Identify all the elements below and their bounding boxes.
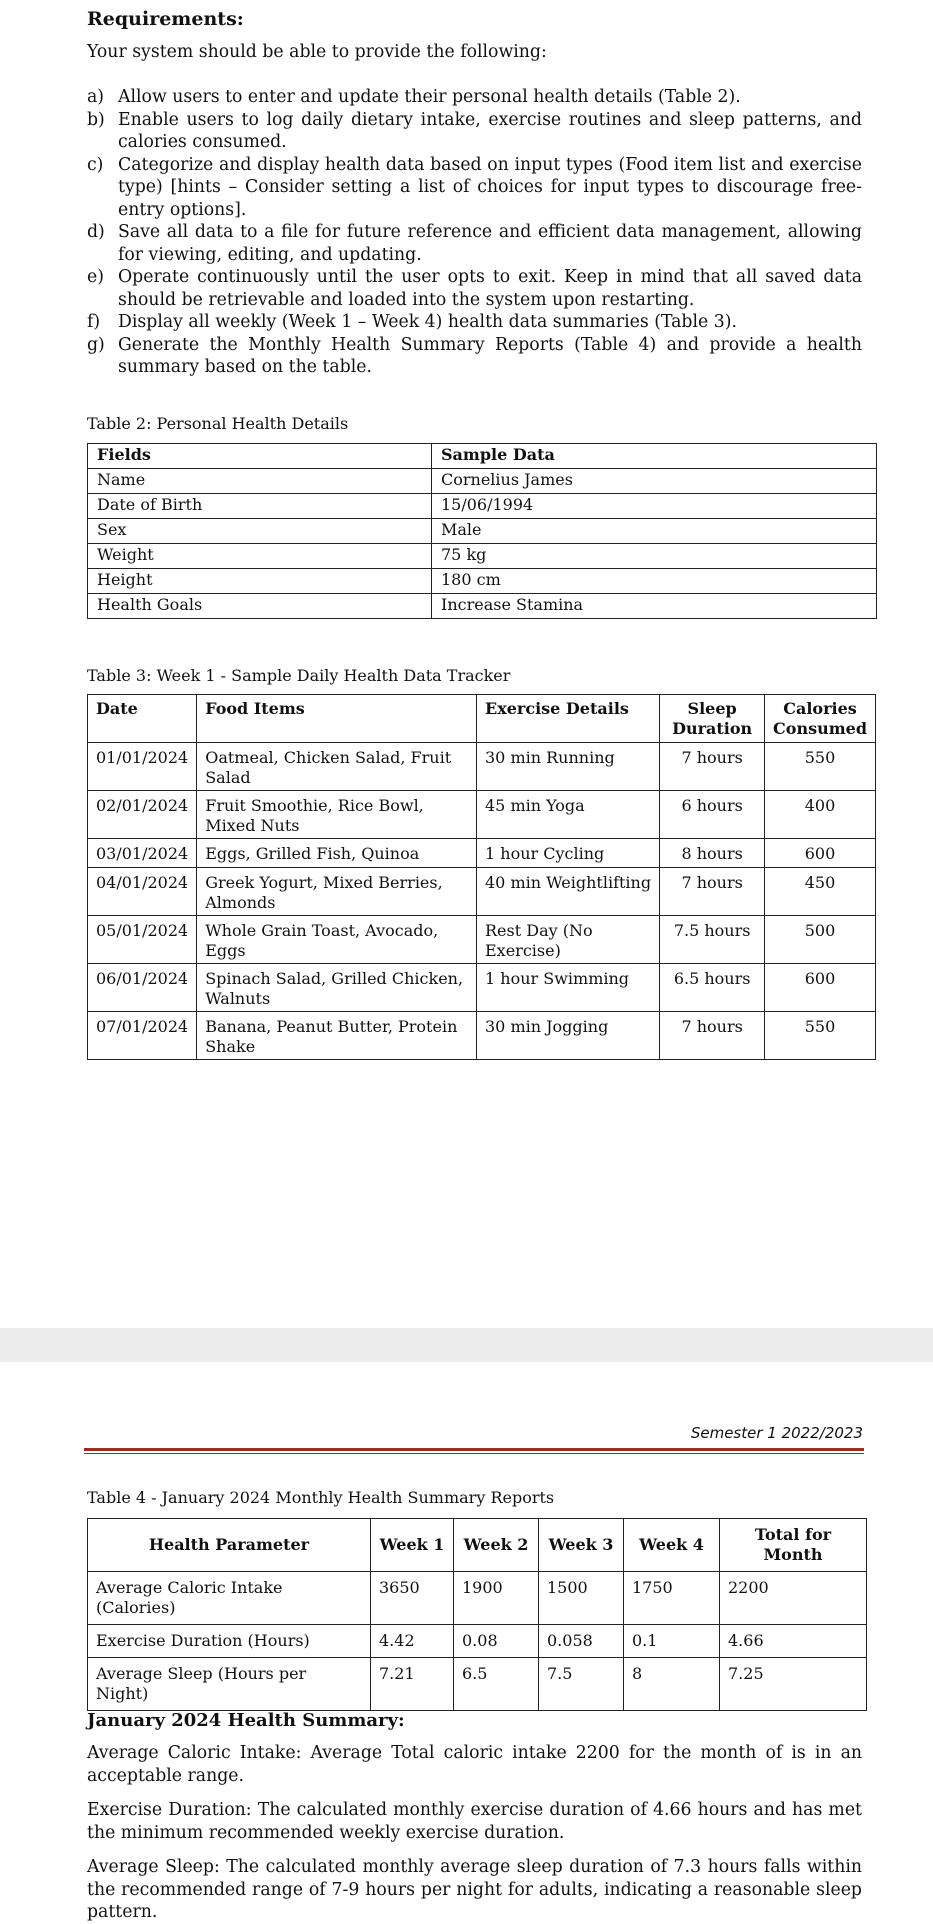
table-cell: Whole Grain Toast, Avocado, Eggs [197,916,477,964]
table-row [88,1572,867,1625]
table-cell: 04/01/2024 [88,868,197,916]
table-cell: Eggs, Grilled Fish, Quinoa [197,839,477,868]
table-cell: 06/01/2024 [88,964,197,1012]
table-cell: 1 hour Swimming [477,964,660,1012]
requirements-intro: Your system should be able to provide the following: [87,42,547,62]
daily-health-tracker-table [87,694,876,1060]
page-separator [0,1328,933,1362]
table-cell: 7 hours [660,868,765,916]
table-cell: 03/01/2024 [88,839,197,868]
table-cell: Fruit Smoothie, Rice Bowl, Mixed Nuts [197,791,477,839]
table-cell: 4.66 [720,1625,867,1658]
monthly-summary-table [87,1518,867,1711]
table4-caption: Table 4 - January 2024 Monthly Health Summary Reports [87,1488,555,1507]
table-cell: 0.058 [539,1625,624,1658]
table-cell: Health Goals [88,594,432,619]
table-cell: Increase Stamina [432,594,877,619]
table-cell: 8 hours [660,839,765,868]
table-cell: 550 [765,743,876,791]
table-cell: Weight [88,544,432,569]
table-header-row [88,444,877,469]
personal-health-details-table [87,443,877,619]
table-cell: 0.1 [624,1625,720,1658]
table-header-row [88,695,876,743]
table-cell: Average Caloric Intake (Calories) [88,1572,371,1625]
table-cell: 2200 [720,1572,867,1625]
header-rule-thin [84,1453,864,1454]
table-cell: Spinach Salad, Grilled Chicken, Walnuts [197,964,477,1012]
table-header-cell: Calories Consumed [765,695,876,743]
table2-caption: Table 2: Personal Health Details [87,414,349,433]
table-header-cell: Date [88,695,197,743]
table-cell: 01/01/2024 [88,743,197,791]
list-item: c) Categorize and display health data based on input types (Food item list and exercise type) [hints – Consider setting a list of choices for input types to discourage free-entry options]. [87,154,862,220]
table-header-cell: Food Items [197,695,477,743]
table-row [88,569,877,594]
table-cell: 500 [765,916,876,964]
table-cell: 7.5 [539,1658,624,1711]
table-cell: Exercise Duration (Hours) [88,1625,371,1658]
table-cell: 7 hours [660,743,765,791]
list-item: b) Enable users to log daily dietary intake, exercise routines and sleep patterns, and calories consumed. [87,109,862,152]
table-cell: 550 [765,1012,876,1060]
list-item: d) Save all data to a file for future reference and efficient data management, allowing for viewing, editing, and updating. [87,222,862,265]
table-cell: Date of Birth [88,494,432,519]
document-page-2 [0,1362,933,1920]
table-cell: 15/06/1994 [432,494,877,519]
requirements-heading: Requirements: [87,8,244,30]
table-header-cell: Health Parameter [88,1519,371,1572]
summary-heading: January 2024 Health Summary: [87,1710,405,1731]
table3-caption: Table 3: Week 1 - Sample Daily Health Data Tracker [87,666,511,685]
table-cell: 45 min Yoga [477,791,660,839]
table-cell: Male [432,519,877,544]
table-header-cell: Exercise Details [477,695,660,743]
table-cell: Name [88,469,432,494]
header-rule [84,1448,864,1451]
table-row [88,964,876,1012]
table-cell: 600 [765,964,876,1012]
table-cell: 02/01/2024 [88,791,197,839]
table-cell: 450 [765,868,876,916]
table-row [88,594,877,619]
table-cell: Cornelius James [432,469,877,494]
table-cell: 600 [765,839,876,868]
table-cell: 3650 [371,1572,454,1625]
table-cell: 400 [765,791,876,839]
list-item: a) Allow users to enter and update their personal health details (Table 2). [87,87,741,107]
table-cell: Average Sleep (Hours per Night) [88,1658,371,1711]
table-cell: 8 [624,1658,720,1711]
table-cell: Banana, Peanut Butter, Protein Shake [197,1012,477,1060]
table-row [88,916,876,964]
list-item: g) Generate the Monthly Health Summary Reports (Table 4) and provide a health summary based on the table. [87,334,862,377]
table-cell: Greek Yogurt, Mixed Berries, Almonds [197,868,477,916]
table-cell: Sex [88,519,432,544]
summary-paragraph: Average Sleep: The calculated monthly average sleep duration of 7.3 hours falls within the recommended range of 7-9 hours per night for adults, indicating a reasonable sleep pattern. [87,1857,862,1922]
table-header-cell: Week 1 [371,1519,454,1572]
table-cell: 0.08 [454,1625,539,1658]
table-cell: 05/01/2024 [88,916,197,964]
summary-paragraph: Average Caloric Intake: Average Total caloric intake 2200 for the month of is in an acceptable range. [87,1743,862,1786]
table-cell: 07/01/2024 [88,1012,197,1060]
table-cell: 30 min Jogging [477,1012,660,1060]
table-row [88,791,876,839]
table-header-cell: Week 3 [539,1519,624,1572]
requirements-list [87,86,862,379]
table-row [88,469,877,494]
table-row [88,1012,876,1060]
table-header-cell: Sample Data [432,444,877,469]
table-cell: 4.42 [371,1625,454,1658]
table-header-cell: Week 4 [624,1519,720,1572]
list-item: f) Display all weekly (Week 1 – Week 4) health data summaries (Table 3). [87,312,737,332]
table-row [88,494,877,519]
table-row [88,839,876,868]
table-cell: Rest Day (No Exercise) [477,916,660,964]
table-cell: 180 cm [432,569,877,594]
table-header-cell: Sleep Duration [660,695,765,743]
table-cell: 1750 [624,1572,720,1625]
summary-paragraph: Exercise Duration: The calculated monthly exercise duration of 4.66 hours and has met the minimum recommended weekly exercise duration. [87,1800,862,1843]
table-cell: 7.5 hours [660,916,765,964]
table-row [88,743,876,791]
table-cell: 30 min Running [477,743,660,791]
table-cell: 1 hour Cycling [477,839,660,868]
table-row [88,544,877,569]
table-cell: 40 min Weightlifting [477,868,660,916]
table-row [88,519,877,544]
table-cell: 1500 [539,1572,624,1625]
table-header-cell: Fields [88,444,432,469]
table-row [88,1658,867,1711]
table-cell: 7.25 [720,1658,867,1711]
semester-label: Semester 1 2022/2023 [690,1424,863,1442]
table-row [88,868,876,916]
table-cell: 7 hours [660,1012,765,1060]
table-cell: Oatmeal, Chicken Salad, Fruit Salad [197,743,477,791]
table-cell: 6.5 hours [660,964,765,1012]
table-cell: Height [88,569,432,594]
table-row [88,1625,867,1658]
table-cell: 6.5 [454,1658,539,1711]
table-cell: 7.21 [371,1658,454,1711]
table-header-cell: Week 2 [454,1519,539,1572]
list-item: e) Operate continuously until the user opts to exit. Keep in mind that all saved data should be retrievable and loaded into the system upon restarting. [87,267,862,310]
table-cell: 6 hours [660,791,765,839]
table-header-cell: Total for Month [720,1519,867,1572]
table-cell: 1900 [454,1572,539,1625]
table-cell: 75 kg [432,544,877,569]
table-header-row [88,1519,867,1572]
